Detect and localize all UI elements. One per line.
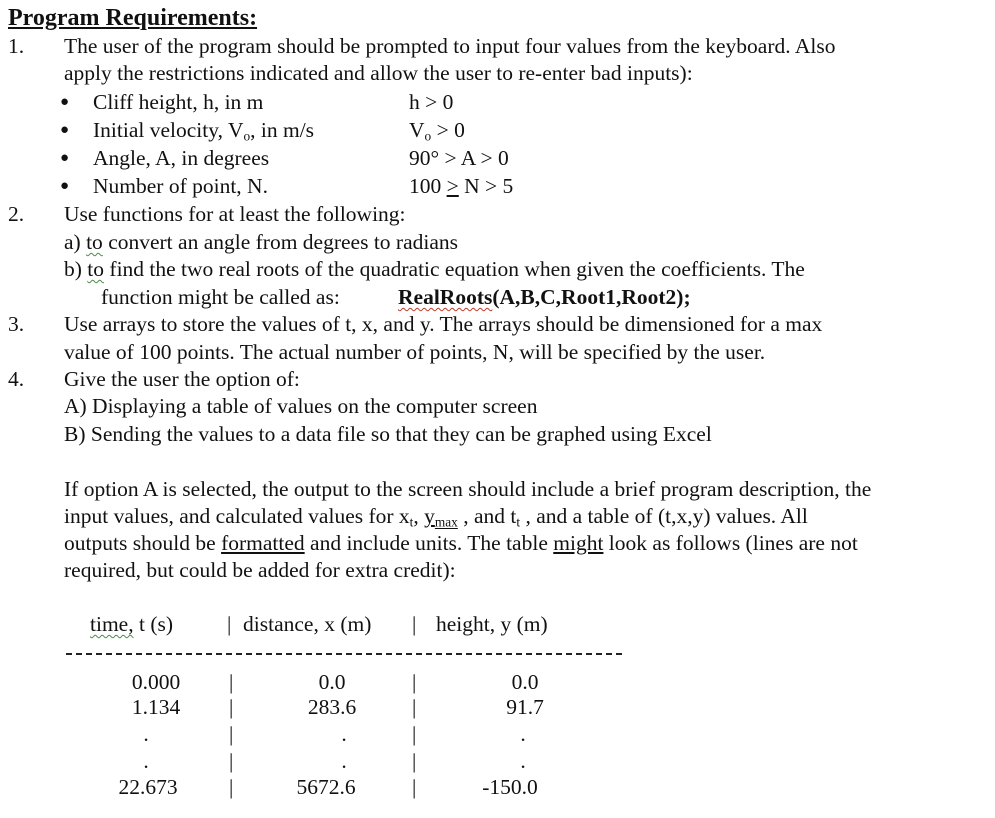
bullet-angle: Angle, A, in degrees [93, 146, 270, 170]
bullet-initial-velocity: Initial velocity, $V_o$, in m/s [93, 118, 315, 144]
bullet-number-of-points: Number of point, N. [93, 174, 268, 198]
item-1-line-2: apply the restrictions indicated and allow the user to re-enter bad inputs): [64, 61, 693, 85]
table-separator: | [412, 722, 417, 746]
table-header-distance: distance, x (m) [243, 612, 372, 636]
table-separator: | [229, 695, 234, 719]
table-header-separator: | [412, 612, 417, 636]
table-separator: | [229, 749, 234, 773]
table-cell-time: . [143, 722, 149, 746]
table-divider [66, 653, 622, 655]
table-header-separator: | [227, 612, 232, 636]
table-header-time: time, t (s) [90, 612, 174, 636]
restriction-a: 90° > A > 0 [409, 146, 509, 170]
table-separator: | [229, 670, 234, 694]
table-separator: | [412, 749, 417, 773]
bullet-cliff-height: Cliff height, h, in m [93, 90, 264, 114]
restriction-n: 100 > N > 5 [409, 174, 514, 198]
option-a: A) Displaying a table of values on the computer screen [64, 394, 538, 418]
page-title: Program Requirements: [8, 5, 258, 31]
function-call: RealRoots(A,B,C,Root1,Root2); [398, 285, 691, 309]
table-cell-time: . [143, 749, 149, 773]
item-1-number: 1. [8, 34, 25, 58]
restriction-h: h > 0 [409, 90, 454, 114]
table-cell-distance: 5672.6 [296, 775, 356, 799]
item-2b: b) to find the two real roots of the quadratic equation when given the coefficients. The [64, 257, 805, 281]
item-3-line-1: Use arrays to store the values of t, x, and y. The arrays should be dimensioned for a max [64, 312, 823, 336]
table-cell-distance: . [341, 749, 347, 773]
table-cell-height: 0.0 [511, 670, 539, 694]
item-4-number: 4. [8, 367, 25, 391]
table-cell-height: 91.7 [506, 695, 544, 719]
table-cell-time: 1.134 [131, 695, 181, 719]
item-4-line-1: Give the user the option of: [64, 367, 300, 391]
item-1-line-1: The user of the program should be prompted to input four values from the keyboard. Also [64, 34, 836, 58]
table-header-height: height, y (m) [436, 612, 548, 636]
table-cell-time: 0.000 [131, 670, 181, 694]
table-cell-time: 22.673 [118, 775, 178, 799]
option-b: B) Sending the values to a data file so that they can be graphed using Excel [64, 422, 712, 446]
table-separator: | [412, 695, 417, 719]
table-separator: | [229, 775, 234, 799]
table-separator: | [229, 722, 234, 746]
bullet-icon: ● [60, 150, 70, 166]
restriction-v: $V_o > 0$ [409, 118, 465, 144]
para-line-4: required, but could be added for extra credit): [64, 558, 456, 582]
para-line-2: input values, and calculated values for $x_t$, $y_{max}$ , and $t_t$ , and a table of (t,x,y) values. All [64, 504, 808, 530]
bullet-icon: ● [60, 122, 70, 138]
bullet-icon: ● [60, 178, 70, 194]
item-2-number: 2. [8, 202, 25, 226]
table-cell-distance: . [341, 722, 347, 746]
item-3-line-2: value of 100 points. The actual number of points, N, will be specified by the user. [64, 340, 766, 364]
table-cell-height: -150.0 [482, 775, 538, 799]
table-separator: | [412, 775, 417, 799]
item-3-number: 3. [8, 312, 25, 336]
item-2a: a) to convert an angle from degrees to radians [64, 230, 459, 254]
item-2-line-1: Use functions for at least the following: [64, 202, 406, 226]
table-cell-distance: 0.0 [318, 670, 346, 694]
item-2b-continuation: function might be called as: [101, 285, 340, 309]
bullet-icon: ● [60, 94, 70, 110]
table-cell-height: . [520, 749, 526, 773]
para-line-3: outputs should be formatted and include units. The table might look as follows (lines are not [64, 531, 858, 555]
para-line-1: If option A is selected, the output to the screen should include a brief program description, the [64, 477, 872, 501]
table-cell-distance: 283.6 [307, 695, 357, 719]
table-cell-height: . [520, 722, 526, 746]
table-separator: | [412, 670, 417, 694]
